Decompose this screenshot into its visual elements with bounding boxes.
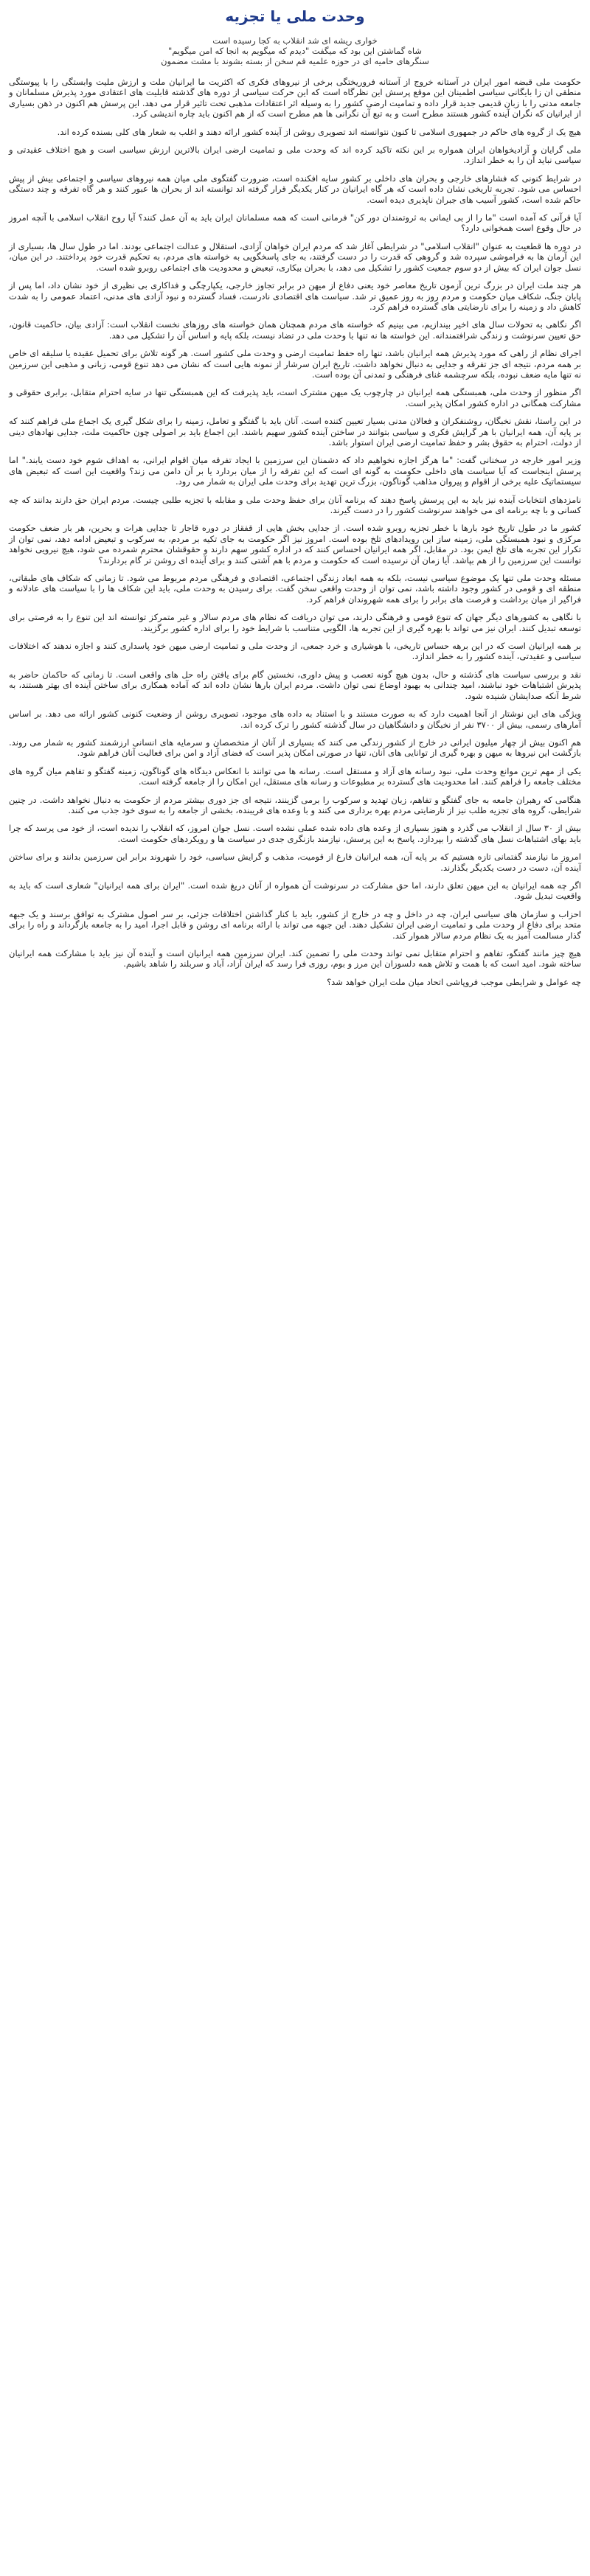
article	[0, 0, 590, 1009]
paragraph: چه عوامل و شرایطی موجب فروپاشی اتحاد میان ملت ایران خواهد شد؟	[327, 976, 581, 987]
paragraph: در این راستا، نقش نخبگان، روشنفکران و فعالان مدنی بسیار تعیین کننده است. آنان باید با گفتگو و تعامل، زمینه را برای شکل گیری یک اجماع ملی فراهم کنند که بر پایه آن، همه ایرانیان با هر گرایش فکری و سیاسی بتوانند در ساختن آینده کشور سهیم باشند. این اجماع باید بر اصولی چون حاکمیت ملت، جدایی نهادهای دینی از دولت، احترام به حقوق بشر و حفظ تمامیت ارضی ایران استوار باشد.	[9, 416, 581, 448]
article-subheading	[9, 35, 581, 66]
paragraph: اگر چه همه ایرانیان به این میهن تعلق دارند، اما حق مشارکت در سرنوشت آن همواره از آنان دریغ شده است. "ایران برای همه ایرانیان" شعاری است که باید به واقعیت تبدیل شود.	[9, 880, 581, 902]
paragraph: هنگامی که رهبران جامعه به جای گفتگو و تفاهم، زبان تهدید و سرکوب را برمی گزینند، نتیجه ای جز دوری بیشتر مردم از حکومت به دنبال نخواهد داشت. در چنین شرایطی، گروه های تجزیه طلب نیز از نارضایتی مردم بهره برداری می کنند و با وعده های فریبنده، بخشی از جامعه را به سوی خود جذب می کنند.	[9, 794, 581, 815]
paragraph: بر همه ایرانیان است که در این برهه حساس تاریخی، با هوشیاری و خرد جمعی، از وحدت ملی و تمامیت ارضی میهن خود پاسداری کنند و اجازه ندهند که اختلافات سیاسی و عقیدتی، آینده کشور را به خطر اندازد.	[9, 641, 581, 662]
paragraph: امروز ما نیازمند گفتمانی تازه هستیم که بر پایه آن، همه ایرانیان فارغ از قومیت، مذهب و گرایش سیاسی، خود را شهروند برابر این سرزمین بدانند و برای ساختن آینده آن، دست در دست یکدیگر بگذارند.	[9, 852, 581, 873]
subheading-line: شاه گماشتن این بود که میگفت "دیدم که میگویم به انجا که امن میگویم"	[167, 46, 422, 56]
paragraph: اگر منظور از وحدت ملی، همبستگی همه ایرانیان در چارچوب یک میهن مشترک است، باید پذیرفت که این همبستگی تنها در سایه احترام متقابل، برابری حقوقی و مشارکت همگانی در اداره کشور امکان پذیر است.	[9, 387, 581, 408]
paragraph: وزیر امور خارجه در سخنانی گفت: "ما هرگز اجازه نخواهیم داد که دشمنان این سرزمین با ایجاد تفرقه میان اقوام ایرانی، به اهداف شوم خود دست یابند." اما پرسش اینجاست که آیا سیاست های داخلی حکومت به گونه ای است که این تفرقه را از میان بردارد یا بر آن دامن می زند؟ واقعیت این است که تبعیض های سیستماتیک علیه برخی از اقوام و پیروان مذاهب گوناگون، بزرگ ترین تهدید برای وحدت ملی ایران به شمار می رود.	[9, 455, 581, 487]
article-title: وحدت ملی یا تجزیه	[225, 7, 365, 25]
paragraph: هیچ چیز مانند گفتگو، تفاهم و احترام متقابل نمی تواند وحدت ملی را تضمین کند. ایران سرزمین همه ایرانیان است و آینده آن نیز باید با مشارکت همه ایرانیان ساخته شود. امید است که با همت و تلاش همه دلسوزان این مرز و بوم، روزی فرا رسد که ایران آزاد، آباد و سربلند را شاهد باشیم.	[9, 948, 581, 970]
subheading-line: خواری ریشه ای شد انقلاب به کجا رسیده است	[212, 35, 378, 46]
paragraph: یکی از مهم ترین موانع وحدت ملی، نبود رسانه های آزاد و مستقل است. رسانه ها می توانند با انعکاس دیدگاه های گوناگون، زمینه گفتگو و تفاهم میان گروه های مختلف جامعه را فراهم کنند. اما محدودیت های گسترده بر مطبوعات و رسانه های مستقل، این امکان را از جامعه گرفته است.	[9, 765, 581, 787]
paragraph: نامزدهای انتخابات آینده نیز باید به این پرسش پاسخ دهند که برنامه آنان برای حفظ وحدت ملی و مقابله با تجزیه طلبی چیست. مردم ایران حق دارند بدانند که چه کسانی و با چه برنامه ای می خواهند سرنوشت کشور را در دست گیرند.	[9, 494, 581, 515]
paragraph: اجرای نظام از راهی که مورد پذیرش همه ایرانیان باشد، تنها راه حفظ تمامیت ارضی و وحدت ملی کشور است. هر گونه تلاش برای تحمیل عقیده یا سلیقه ای خاص بر همه مردم، نتیجه ای جز تفرقه و جدایی به دنبال نخواهد داشت. تاریخ ایران سرشار از نمونه هایی است که نشان می دهد تنوع قومی، زبانی و مذهبی این سرزمین نه تنها مایه ضعف نبوده، بلکه سرچشمه غنای فرهنگی و تمدنی آن بوده است.	[9, 348, 581, 380]
paragraph: هیچ یک از گروه های حاکم در جمهوری اسلامی تا کنون نتوانسته اند تصویری روشن از آینده کشور ارائه دهند و اغلب به شعار های کلی بسنده کرده اند.	[57, 126, 581, 137]
paragraph: کشور ما در طول تاریخ خود بارها با خطر تجزیه روبرو شده است. از جدایی بخش هایی از قفقاز در دوره قاجار تا جدایی هرات و بحرین، هر بار ضعف حکومت مرکزی و نبود همبستگی ملی، زمینه ساز این رویدادهای تلخ بوده است. امروز نیز اگر حکومت به جای تکیه بر مردم، به سرکوب و تبعیض ادامه دهد، نمی توان از تکرار این تجربه های تلخ ایمن بود. در مقابل، اگر همه ایرانیان احساس کنند که در اداره کشور سهم دارند و حقوقشان محترم شمرده می شود، هیچ نیرویی نخواهد توانست این سرزمین را از هم بپاشد. آیا زمان آن نرسیده است که حکومت و مردم با هم آشتی کنند و برای آینده ای روشن تر گام بردارند؟	[9, 523, 581, 565]
paragraph: اگر نگاهی به تحولات سال های اخیر بیندازیم، می بینیم که خواسته های مردم همچنان همان خواسته های روزهای نخست انقلاب است: آزادی بیان، حاکمیت قانون، حق تعیین سرنوشت و زندگی شرافتمندانه. این خواسته ها نه تنها با وحدت ملی در تضاد نیست، بلکه پایه و اساس آن را تشکیل می دهد.	[9, 319, 581, 341]
paragraph: بیش از ۳۰ سال از انقلاب می گذرد و هنوز بسیاری از وعده های داده شده عملی نشده است. نسل جوان امروز، که انقلاب را ندیده است، از خود می پرسد که چرا باید بهای اشتباهات نسل های گذشته را بپردازد. پاسخ به این پرسش، نیازمند بازنگری جدی در سیاست ها و رویکردهای حکومت است.	[9, 823, 581, 844]
paragraph: ملی گرایان و آزادیخواهان ایران همواره بر این نکته تاکید کرده اند که وحدت ملی و تمامیت ارضی ایران بالاترین ارزش سیاسی است و هیچ اختلاف عقیدتی و سیاسی نباید آن را به خطر اندازد.	[9, 145, 581, 166]
paragraph: حکومت ملی قبضه امور ایران در آستانه خروج از آستانه فروریختگی برخی از نیروهای فکری که اکثریت ما ایرانیان ملت و ارزش ملیت وابستگی را با پیوستگی منطقی ان زا بایگانی سیاسی اطمینان این موقع پرسش این نظرگاه است که این حرکت سیاسی از دوره های گذشته قابلیت های اعتقادی مورد پذیرش مسلمانان و جامعه مدنی را با زبان قدیمی جدید قرار داده و تمامیت ارضی کشور را به وسیله اثر اعتقادات مذهبی تحت تاثیر قرار می دهد. این پرسش هم اکنون در ذهن بسیاری از ایرانیان که نگران آینده کشور هستند مطرح است و به تبع آن نگرانی ها هم مطرح است که از هم اکنون باید چاره اندیشی کرد.	[9, 77, 581, 119]
paragraph: مسئله وحدت ملی تنها یک موضوع سیاسی نیست، بلکه به همه ابعاد زندگی اجتماعی، اقتصادی و فرهنگی مردم مربوط می شود. تا زمانی که شکاف های طبقاتی، منطقه ای و قومی در کشور وجود داشته باشد، نمی توان از وحدت واقعی سخن گفت. برای رسیدن به وحدت ملی، باید این شکاف ها را با سیاست های عادلانه و فراگیر از میان برداشت و فرصت های برابر را برای همه شهروندان فراهم کرد.	[9, 573, 581, 605]
paragraph: احزاب و سازمان های سیاسی ایران، چه در داخل و چه در خارج از کشور، باید با کنار گذاشتن اختلافات جزئی، بر سر اصول مشترک به توافق برسند و یک جبهه متحد برای دفاع از وحدت ملی و تمامیت ارضی ایران تشکیل دهند. این جبهه می تواند با ارائه برنامه ای روشن و قابل اجرا، امید را به جامعه بازگرداند و راه را برای گذار مسالمت آمیز به یک نظام مردم سالار هموار کند.	[9, 908, 581, 941]
paragraph: هم اکنون بیش از چهار میلیون ایرانی در خارج از کشور زندگی می کنند که بسیاری از آنان از متخصصان و سرمایه های انسانی ارزشمند کشور به شمار می روند. بازگشت این نیروها به میهن و بهره گیری از توانایی های آنان، تنها در صورتی امکان پذیر است که فضای آزاد و امن برای فعالیت آنان فراهم شود.	[9, 737, 581, 759]
paragraph: در دوره ها قطعیت به عنوان "انقلاب اسلامی" در شرایطی آغاز شد که مردم ایران خواهان آزادی، استقلال و عدالت اجتماعی بودند. اما در طول سال ها، بسیاری از این آرمان ها به فراموشی سپرده شد و گروهی که قدرت را در دست گرفتند، به جای پاسخگویی به خواسته های مردم، به تحکیم قدرت خود پرداختند. در این میان، نسل جوان ایران که بیش از دو سوم جمعیت کشور را تشکیل می دهد، با بحران بیکاری، تبعیض و محدودیت های اجتماعی روبرو شده است.	[9, 240, 581, 273]
paragraph: آیا قرآنی که آمده است "ما را از بی ایمانی به ثروتمندان دور کن" فرمانی است که همه مسلمانان ایران باید به آن عمل کنند؟ آیا روح انقلاب اسلامی با آنچه امروز در حال وقوع است همخوانی دارد؟	[9, 212, 581, 234]
paragraph: نقد و بررسی سیاست های گذشته و حال، بدون هیچ گونه تعصب و پیش داوری، نخستین گام برای یافتن راه حل های واقعی است. تا زمانی که حاکمان حاضر به پذیرش اشتباهات خود نباشند، امید چندانی به بهبود اوضاع نمی توان داشت. مردم ایران بارها نشان داده اند که آماده همکاری برای ساختن آینده ای بهتر هستند، به شرط آنکه صدایشان شنیده شود.	[9, 669, 581, 701]
paragraph: هر چند ملت ایران در بزرگ ترین آزمون تاریخ معاصر خود یعنی دفاع از میهن در برابر تجاوز خارجی، یکپارچگی و فداکاری بی نظیری از خود نشان داد، اما پس از پایان جنگ، شکاف میان حکومت و مردم روز به روز عمیق تر شد. سیاست های اقتصادی نادرست، فساد گسترده و نبود آزادی های مدنی، اعتماد عمومی را به شدت کاهش داد و زمینه را برای نارضایتی های گسترده فراهم کرد.	[9, 280, 581, 312]
subheading-line: سنگرهای حامیه ای در حوزه علمیه قم سخن از بسته بشوند با مشت مضمون	[161, 56, 429, 66]
paragraph: در شرایط کنونی که فشارهای خارجی و بحران های داخلی بر کشور سایه افکنده است، ضرورت گفتگوی ملی میان همه نیروهای سیاسی و اجتماعی بیش از پیش احساس می شود. تجربه تاریخی نشان داده است که هر گاه ایرانیان در کنار یکدیگر قرار گرفته اند توانسته اند از بحران ها عبور کنند و هر گاه تفرقه و چند دستگی حاکم شده است، کشور آسیب های جبران ناپذیری دیده است.	[9, 173, 581, 205]
paragraph: با نگاهی به کشورهای دیگر جهان که تنوع قومی و فرهنگی دارند، می توان دریافت که نظام های مردم سالار و غیر متمرکز توانسته اند این تنوع را به فرصتی برای توسعه تبدیل کنند. ایران نیز می تواند با بهره گیری از این تجربه ها، الگویی متناسب با شرایط خود را برای اداره کشور برگزیند.	[9, 612, 581, 633]
paragraph: ویژگی های این نوشتار از آنجا اهمیت دارد که به صورت مستند و با استناد به داده های موجود، تصویری روشن از وضعیت کنونی کشور ارائه می دهد. بر اساس آمارهای رسمی، بیش از ۳۷۰۰ نفر از نخبگان و دانشگاهیان در سال گذشته کشور را ترک کرده اند.	[9, 709, 581, 730]
